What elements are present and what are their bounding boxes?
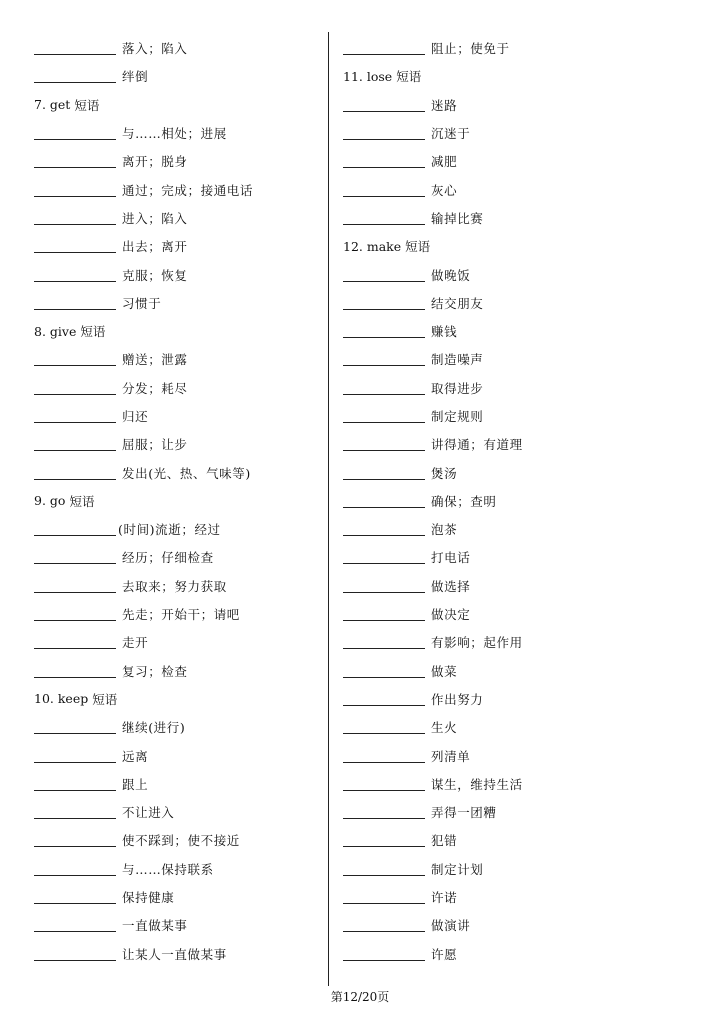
section-heading: [34, 487, 324, 515]
phrase-meaning: 走开: [122, 635, 149, 651]
phrase-meaning: 泡茶: [431, 522, 458, 538]
section-heading: [343, 62, 683, 90]
phrase-meaning: 许诺: [431, 890, 458, 906]
phrase-meaning: 打电话: [431, 550, 471, 566]
phrase-row: [34, 430, 324, 458]
section-title: 10. keep: [34, 691, 89, 707]
phrase-meaning: 落入；陷入: [122, 41, 188, 57]
answer-blank[interactable]: [343, 181, 425, 197]
answer-blank[interactable]: [34, 237, 116, 253]
answer-blank[interactable]: [34, 860, 116, 876]
answer-blank[interactable]: [34, 945, 116, 961]
answer-blank[interactable]: [34, 520, 116, 536]
column-divider: [328, 32, 329, 986]
answer-blank[interactable]: [34, 775, 116, 791]
phrase-meaning: 做演讲: [431, 918, 471, 934]
phrase-meaning: 阻止；使免于: [431, 41, 510, 57]
section-suffix: 短语: [92, 691, 118, 707]
phrase-row: [34, 628, 324, 656]
page-number: 第12/20页: [330, 990, 390, 1004]
answer-blank[interactable]: [34, 916, 116, 932]
phrase-meaning: 克服；恢复: [122, 267, 188, 283]
answer-blank[interactable]: [343, 633, 425, 649]
phrase-row: [343, 260, 683, 288]
phrase-row: [34, 940, 324, 968]
answer-blank[interactable]: [343, 803, 425, 819]
answer-blank[interactable]: [34, 831, 116, 847]
answer-blank[interactable]: [34, 435, 116, 451]
section-title: 12. make: [343, 238, 402, 254]
answer-blank[interactable]: [343, 124, 425, 140]
phrase-row: [34, 458, 324, 486]
phrase-row: [343, 345, 683, 373]
phrase-meaning: 继续(进行): [122, 720, 186, 736]
phrase-meaning: 确保；查明: [431, 493, 497, 509]
phrase-row: [34, 770, 324, 798]
phrase-meaning: 沉迷于: [431, 126, 471, 142]
phrase-meaning: 弄得一团糟: [431, 805, 497, 821]
section-title: 8. give: [34, 323, 77, 339]
phrase-row: [343, 34, 683, 62]
phrase-row: [343, 543, 683, 571]
phrase-meaning: 生火: [431, 720, 458, 736]
phrase-row: [34, 883, 324, 911]
phrase-meaning: (时间)流逝；经过: [118, 522, 221, 538]
answer-blank[interactable]: [34, 266, 116, 282]
answer-blank[interactable]: [343, 379, 425, 395]
answer-blank[interactable]: [34, 407, 116, 423]
answer-blank[interactable]: [343, 322, 425, 338]
phrase-row: [34, 289, 324, 317]
phrase-row: [34, 543, 324, 571]
answer-blank[interactable]: [34, 747, 116, 763]
phrase-row: [34, 855, 324, 883]
phrase-meaning: 赠送；泄露: [122, 352, 188, 368]
answer-blank[interactable]: [34, 152, 116, 168]
phrase-meaning: 归还: [122, 409, 149, 424]
phrase-meaning: 列清单: [431, 748, 471, 764]
answer-blank[interactable]: [343, 775, 425, 791]
phrase-meaning: 减肥: [431, 154, 458, 170]
phrase-meaning: 灰心: [431, 182, 458, 198]
phrase-meaning: 先走；开始干；请吧: [122, 607, 240, 623]
section-title: 9. go: [34, 493, 66, 509]
phrase-row: [34, 345, 324, 373]
phrase-row: [343, 175, 683, 203]
phrase-meaning: 迷路: [431, 97, 458, 113]
phrase-meaning: 不让进入: [122, 805, 175, 821]
phrase-row: [34, 515, 324, 543]
phrase-row: [343, 430, 683, 458]
phrase-meaning: 做菜: [431, 663, 458, 679]
answer-blank[interactable]: [343, 888, 425, 904]
phrase-meaning: 让某人一直做某事: [122, 946, 227, 962]
phrase-row: [343, 91, 683, 119]
section-suffix: 短语: [405, 239, 431, 255]
phrase-row: [343, 402, 683, 430]
phrase-row: [343, 119, 683, 147]
phrase-meaning: 讲得通；有道理: [431, 437, 523, 453]
phrase-row: [343, 657, 683, 685]
answer-blank[interactable]: [34, 209, 116, 225]
left-column: [34, 34, 324, 968]
section-suffix: 短语: [80, 324, 106, 340]
answer-blank[interactable]: [34, 464, 116, 480]
phrase-row: [34, 600, 324, 628]
answer-blank[interactable]: [34, 350, 116, 366]
answer-blank[interactable]: [343, 577, 425, 593]
phrase-meaning: 许愿: [431, 946, 458, 962]
phrase-row: [34, 741, 324, 769]
phrase-meaning: 有影响；起作用: [431, 635, 523, 651]
phrase-meaning: 发出(光、热、气味等): [122, 465, 251, 481]
answer-blank[interactable]: [34, 577, 116, 593]
answer-blank[interactable]: [343, 96, 425, 112]
answer-blank[interactable]: [343, 718, 425, 734]
answer-blank[interactable]: [343, 266, 425, 282]
phrase-row: [34, 402, 324, 430]
phrase-row: [34, 657, 324, 685]
phrase-meaning: 使不踩到；使不接近: [122, 833, 240, 849]
phrase-meaning: 复习；检查: [122, 663, 188, 679]
answer-blank[interactable]: [34, 633, 116, 649]
phrase-meaning: 一直做某事: [122, 918, 188, 934]
phrase-meaning: 绊倒: [122, 69, 149, 85]
answer-blank[interactable]: [343, 464, 425, 480]
phrase-row: [343, 147, 683, 175]
phrase-row: [34, 204, 324, 232]
phrase-row: [34, 911, 324, 939]
phrase-row: [343, 289, 683, 317]
answer-blank[interactable]: [343, 294, 425, 310]
answer-blank[interactable]: [343, 860, 425, 876]
answer-blank[interactable]: [34, 718, 116, 734]
phrase-meaning: 赚钱: [431, 324, 458, 340]
phrase-meaning: 结交朋友: [431, 295, 484, 311]
phrase-meaning: 做选择: [431, 578, 471, 594]
phrase-row: [343, 940, 683, 968]
phrase-meaning: 制定规则: [431, 409, 484, 424]
answer-blank[interactable]: [343, 548, 425, 564]
phrase-meaning: 离开；脱身: [122, 154, 188, 170]
answer-blank[interactable]: [343, 747, 425, 763]
phrase-row: [343, 798, 683, 826]
answer-blank[interactable]: [343, 39, 425, 55]
phrase-meaning: 进入；陷入: [122, 210, 188, 226]
phrase-meaning: 保持健康: [122, 890, 175, 906]
phrase-row: [34, 147, 324, 175]
phrase-row: [34, 260, 324, 288]
phrase-row: [343, 770, 683, 798]
section-suffix: 短语: [74, 97, 100, 113]
answer-blank[interactable]: [343, 350, 425, 366]
answer-blank[interactable]: [343, 435, 425, 451]
phrase-meaning: 制定计划: [431, 861, 484, 877]
answer-blank[interactable]: [343, 605, 425, 621]
section-title: 11. lose: [343, 68, 393, 84]
phrase-row: [34, 232, 324, 260]
phrase-row: [343, 741, 683, 769]
answer-blank[interactable]: [34, 548, 116, 564]
answer-blank[interactable]: [343, 945, 425, 961]
answer-blank[interactable]: [34, 662, 116, 678]
phrase-meaning: 去取来；努力获取: [122, 578, 227, 594]
phrase-row: [343, 826, 683, 854]
section-heading: [34, 91, 324, 119]
phrase-meaning: 经历；仔细检查: [122, 550, 214, 566]
phrase-meaning: 制造噪声: [431, 352, 484, 368]
phrase-meaning: 做决定: [431, 607, 471, 623]
phrase-row: [343, 317, 683, 345]
answer-blank[interactable]: [343, 209, 425, 225]
phrase-row: [34, 62, 324, 90]
phrase-row: [343, 883, 683, 911]
phrase-meaning: 习惯于: [122, 295, 162, 311]
phrase-row: [343, 713, 683, 741]
answer-blank[interactable]: [34, 803, 116, 819]
answer-blank[interactable]: [343, 690, 425, 706]
phrase-meaning: 通过；完成；接通电话: [122, 182, 254, 198]
phrase-row: [343, 911, 683, 939]
answer-blank[interactable]: [34, 124, 116, 140]
phrase-row: [34, 374, 324, 402]
answer-blank[interactable]: [343, 152, 425, 168]
section-suffix: 短语: [396, 69, 422, 85]
phrase-row: [343, 628, 683, 656]
phrase-meaning: 犯错: [431, 833, 458, 849]
phrase-meaning: 出去；离开: [122, 239, 188, 255]
phrase-row: [343, 855, 683, 883]
answer-blank[interactable]: [343, 407, 425, 423]
phrase-row: [34, 119, 324, 147]
answer-blank[interactable]: [34, 379, 116, 395]
phrase-meaning: 与……保持联系: [122, 861, 214, 877]
phrase-row: [343, 572, 683, 600]
section-title: 7. get: [34, 97, 71, 113]
section-heading: [343, 232, 683, 260]
phrase-row: [34, 34, 324, 62]
phrase-meaning: 取得进步: [431, 380, 484, 396]
phrase-row: [34, 175, 324, 203]
answer-blank[interactable]: [34, 67, 116, 83]
phrase-row: [343, 600, 683, 628]
phrase-meaning: 输掉比赛: [431, 210, 484, 226]
phrase-row: [343, 204, 683, 232]
phrase-meaning: 屈服；让步: [122, 437, 188, 453]
answer-blank[interactable]: [343, 520, 425, 536]
page-footer: [0, 988, 720, 1005]
phrase-row: [34, 826, 324, 854]
answer-blank[interactable]: [34, 294, 116, 310]
answer-blank[interactable]: [343, 662, 425, 678]
right-column: [343, 34, 683, 968]
phrase-meaning: 远离: [122, 748, 149, 764]
phrase-meaning: 作出努力: [431, 691, 484, 707]
phrase-row: [343, 685, 683, 713]
section-heading: [34, 685, 324, 713]
phrase-row: [343, 458, 683, 486]
phrase-row: [34, 572, 324, 600]
phrase-meaning: 分发；耗尽: [122, 380, 188, 396]
section-suffix: 短语: [69, 493, 95, 509]
phrase-meaning: 跟上: [122, 776, 149, 792]
answer-blank[interactable]: [34, 181, 116, 197]
phrase-row: [34, 798, 324, 826]
answer-blank[interactable]: [343, 916, 425, 932]
phrase-meaning: 谋生，维持生活: [431, 776, 523, 792]
section-heading: [34, 317, 324, 345]
answer-blank[interactable]: [34, 888, 116, 904]
phrase-meaning: 做晚饭: [431, 267, 471, 283]
answer-blank[interactable]: [34, 39, 116, 55]
answer-blank[interactable]: [343, 492, 425, 508]
answer-blank[interactable]: [34, 605, 116, 621]
phrase-row: [343, 487, 683, 515]
phrase-row: [34, 713, 324, 741]
phrase-row: [343, 515, 683, 543]
phrase-row: [343, 374, 683, 402]
phrase-meaning: 与……相处；进展: [122, 126, 227, 142]
phrase-meaning: 煲汤: [431, 465, 458, 481]
answer-blank[interactable]: [343, 831, 425, 847]
